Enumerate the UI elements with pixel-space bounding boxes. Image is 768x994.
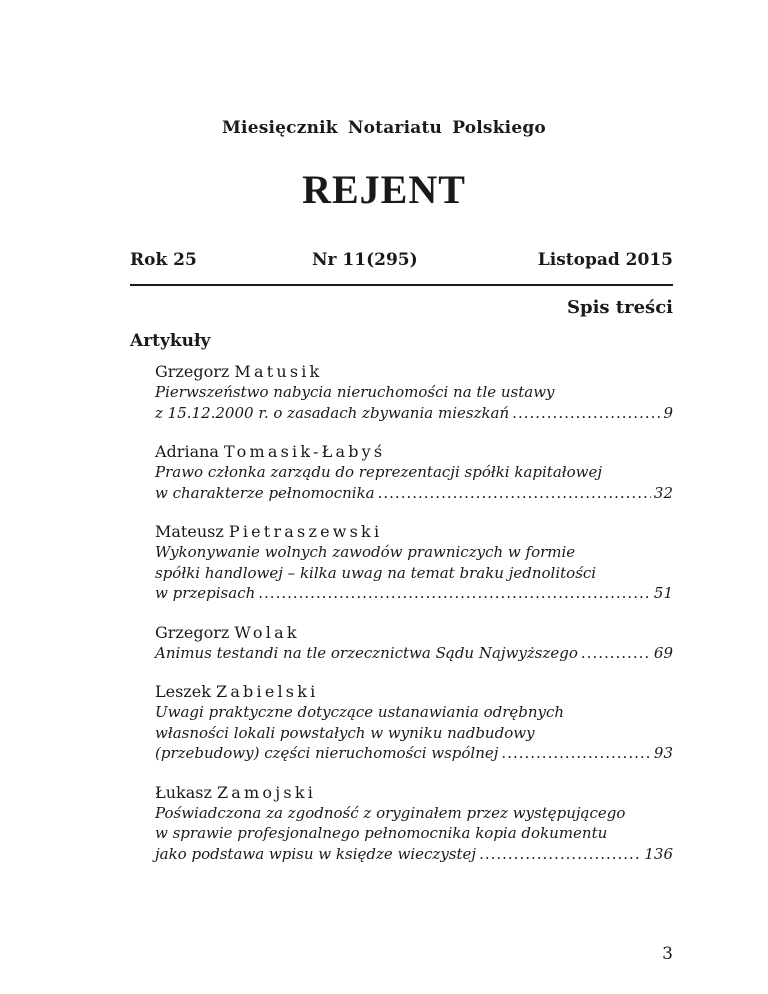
entry-page-number: 69 [653,643,673,662]
entry-author [155,623,673,643]
entry-final-line [155,583,673,604]
entry-title-line: Animus testandi na tle orzecznictwa Sądu Najwyższego [155,643,578,662]
entry-author [155,783,673,803]
entry-title-line: w sprawie profesjonalnego pełnomocnika kopia dokumentu [155,824,608,842]
entry-title-line: Poświadczona za zgodność z oryginałem przez występującego [155,803,626,822]
entry-title-line: w charakterze pełnomocnika [155,483,375,502]
entry-author [155,442,673,462]
journal-title: REJENT [302,167,466,212]
entry-title-line: z 15.12.2000 r. o zasadach zbywania mieszkań [155,403,510,422]
toc-entry [155,362,673,423]
entry-final-line [155,403,673,424]
author-first-name: Grzegorz [155,622,230,642]
dot-leader [378,483,651,504]
author-surname: Zabielski [216,682,319,701]
journal-name: Miesięcznik Notariatu Polskiego [222,118,546,138]
entry-title-line: Prawo członka zarządu do reprezentacji spółki kapitałowej [155,463,603,481]
entry-final-line [155,643,673,664]
entry-page-number: 136 [644,844,673,863]
author-first-name: Łukasz [155,782,212,802]
toc-entry [155,522,673,604]
entry-title-line: własności lokali powstałych w wyniku nadbudowy [155,723,535,742]
toc-entry [155,442,673,503]
entry-title-line: (przebudowy) części nieruchomości wspólnej [155,744,499,762]
entry-title-line: Pierwszeństwo nabycia nieruchomości na tle ustawy [155,383,555,401]
entry-page-number: 9 [663,403,673,422]
entry-title-line: spółki handlowej – kilka uwag na temat braku jednolitości [155,563,597,582]
toc-title: Spis treści [566,297,673,318]
issue-number: Nr 11(295) [312,250,418,270]
author-first-name: Mateusz [155,522,224,541]
entry-author [155,362,673,382]
author-surname: Pietraszewski [228,522,383,541]
issue-date: Listopad 2015 [537,250,673,270]
page-number: 3 [662,944,673,964]
entry-final-line [155,844,673,865]
author-surname: Tomasik-Łabyś [224,442,386,461]
section-heading: Artykuły [130,331,211,351]
entry-title-line: jako podstawa wpisu w księdze wieczystej [155,844,477,863]
entry-final-line [155,483,673,504]
entry-author [155,682,673,702]
dot-leader [512,403,660,424]
toc-entries [155,362,673,883]
dot-leader [501,743,650,764]
author-surname: Wolak [234,622,300,642]
entry-title-line: Uwagi praktyczne dotyczące ustanawiania odrębnych [155,703,565,721]
issue-year: Rok 25 [130,250,197,270]
toc-entry [155,623,673,664]
author-first-name: Leszek [155,682,211,701]
author-first-name: Adriana [155,442,219,461]
entry-page-number: 32 [653,483,673,502]
author-surname: Zamojski [216,782,317,802]
dot-leader [581,643,651,664]
entry-final-line [155,743,673,764]
entry-author [155,522,673,542]
dot-leader [479,844,641,865]
dot-leader [258,583,651,604]
entry-page-number: 93 [653,744,673,762]
entry-page-number: 51 [653,584,673,602]
author-surname: Matusik [234,362,323,381]
toc-entry [155,783,673,865]
entry-title-line: Wykonywanie wolnych zawodów prawniczych w formie [155,543,576,561]
author-first-name: Grzegorz [155,362,230,381]
toc-entry [155,682,673,764]
issue-meta [130,250,673,274]
entry-title-line: w przepisach [155,584,256,602]
header-rule [130,284,673,286]
